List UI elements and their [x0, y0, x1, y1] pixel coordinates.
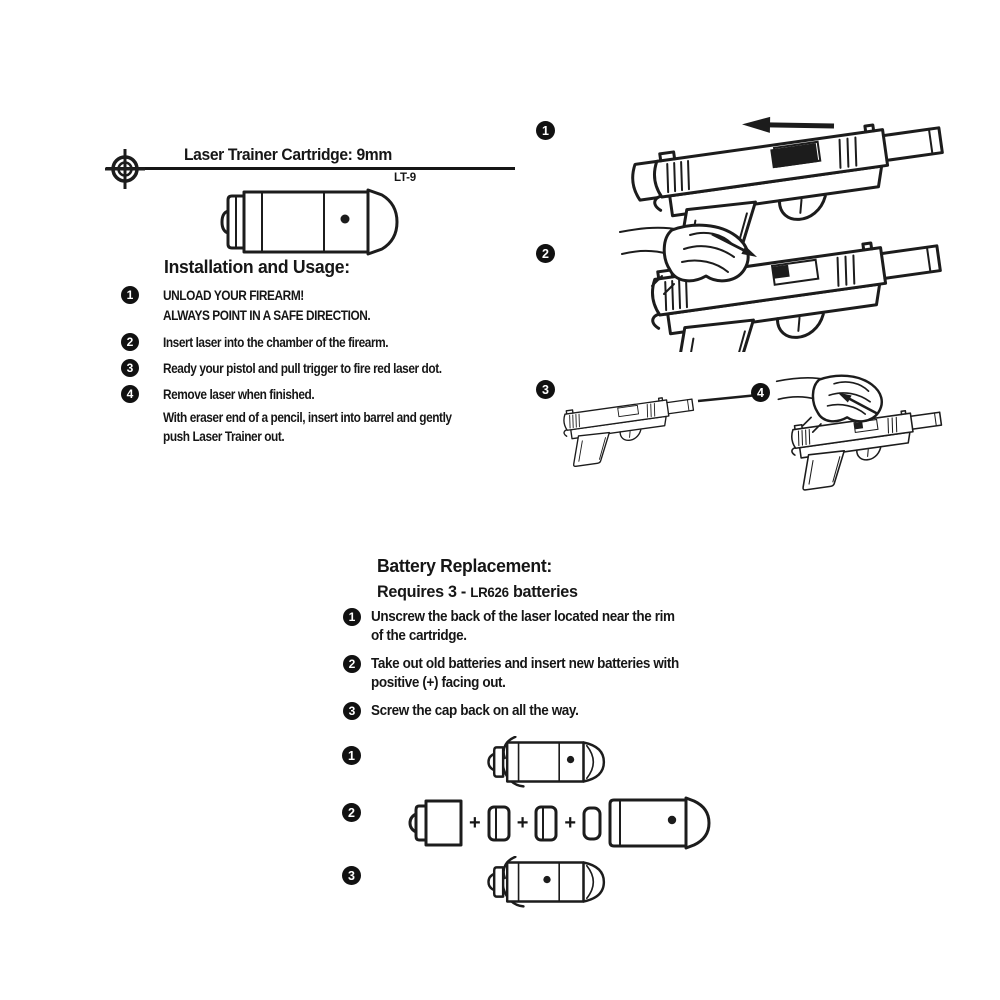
- step-text: Take out old batteries and insert new batteries with positive (+) facing out.: [371, 656, 679, 691]
- step-text: Insert laser into the chamber of the firearm.: [163, 335, 389, 350]
- step-number-badge: 2: [121, 333, 139, 351]
- step-text: Unscrew the back of the laser located near the rim of the cartridge.: [371, 609, 675, 644]
- battery-step-1: [343, 608, 698, 646]
- button-battery-illustration: [533, 794, 559, 852]
- figure-number-badge: 2: [536, 244, 555, 263]
- battery-requirement: [377, 582, 578, 602]
- install-step-4: [121, 385, 335, 405]
- removal-note: With eraser end of a pencil, insert into barrel and gently push Laser Trainer out.: [163, 410, 452, 444]
- step-text: Remove laser when finished.: [163, 387, 315, 402]
- hand-removing-laser-illustration: [770, 372, 965, 504]
- cartridge-body-illustration: [608, 794, 712, 852]
- laser-cartridge-illustration: [220, 186, 402, 258]
- figure-number-badge: 1: [536, 121, 555, 140]
- battery-step-2: [343, 655, 702, 693]
- figure-number-badge: 3: [342, 866, 361, 885]
- laser-beam-line: [698, 395, 758, 401]
- header-rule: [106, 167, 515, 170]
- figure-number-badge: 3: [536, 380, 555, 399]
- install-step-2: [121, 333, 419, 353]
- reassembled-cartridge-illustration: [486, 856, 608, 908]
- step-number-badge: 1: [121, 286, 139, 304]
- step-text: Screw the cap back on all the way.: [371, 703, 579, 719]
- battery-type: LR626: [470, 584, 509, 600]
- cap-piece-illustration: [408, 794, 464, 852]
- step-text: UNLOAD YOUR FIREARM! ALWAYS POINT IN A SAFE DIRECTION.: [163, 288, 371, 323]
- crosshair-reticle-icon: [105, 149, 145, 189]
- installation-heading: Installation and Usage:: [164, 256, 350, 277]
- plus-sign: +: [469, 812, 481, 834]
- plus-sign: +: [564, 812, 577, 834]
- model-number: LT-9: [394, 172, 416, 184]
- step-number-badge: 1: [343, 608, 361, 626]
- plus-sign: +: [516, 812, 529, 834]
- button-battery-illustration: [581, 794, 603, 852]
- requires-prefix: Requires 3 -: [377, 582, 471, 601]
- page-title: Laser Trainer Cartridge: 9mm: [184, 145, 392, 164]
- install-step-1: [121, 286, 399, 326]
- step-number-badge: 2: [343, 655, 361, 673]
- step-text: Ready your pistol and pull trigger to fire red laser dot.: [163, 361, 442, 376]
- figure-number-badge: 2: [342, 803, 361, 822]
- exploded-view-row: [408, 794, 712, 852]
- figure-number-badge: 4: [751, 383, 770, 402]
- step-number-badge: 3: [121, 359, 139, 377]
- unscrew-cap-illustration: [486, 736, 608, 788]
- button-battery-illustration: [486, 794, 512, 852]
- step-number-badge: 3: [343, 702, 361, 720]
- battery-step-3: [343, 702, 594, 721]
- battery-heading: Battery Replacement:: [377, 555, 553, 576]
- hand-inserting-laser-into-chamber-illustration: [616, 212, 961, 352]
- figure-number-badge: 1: [342, 746, 361, 765]
- install-step-3: [121, 359, 480, 379]
- requires-suffix: batteries: [508, 582, 578, 601]
- pistol-firing-laser-dot-illustration: [550, 368, 762, 486]
- step-number-badge: 4: [121, 385, 139, 403]
